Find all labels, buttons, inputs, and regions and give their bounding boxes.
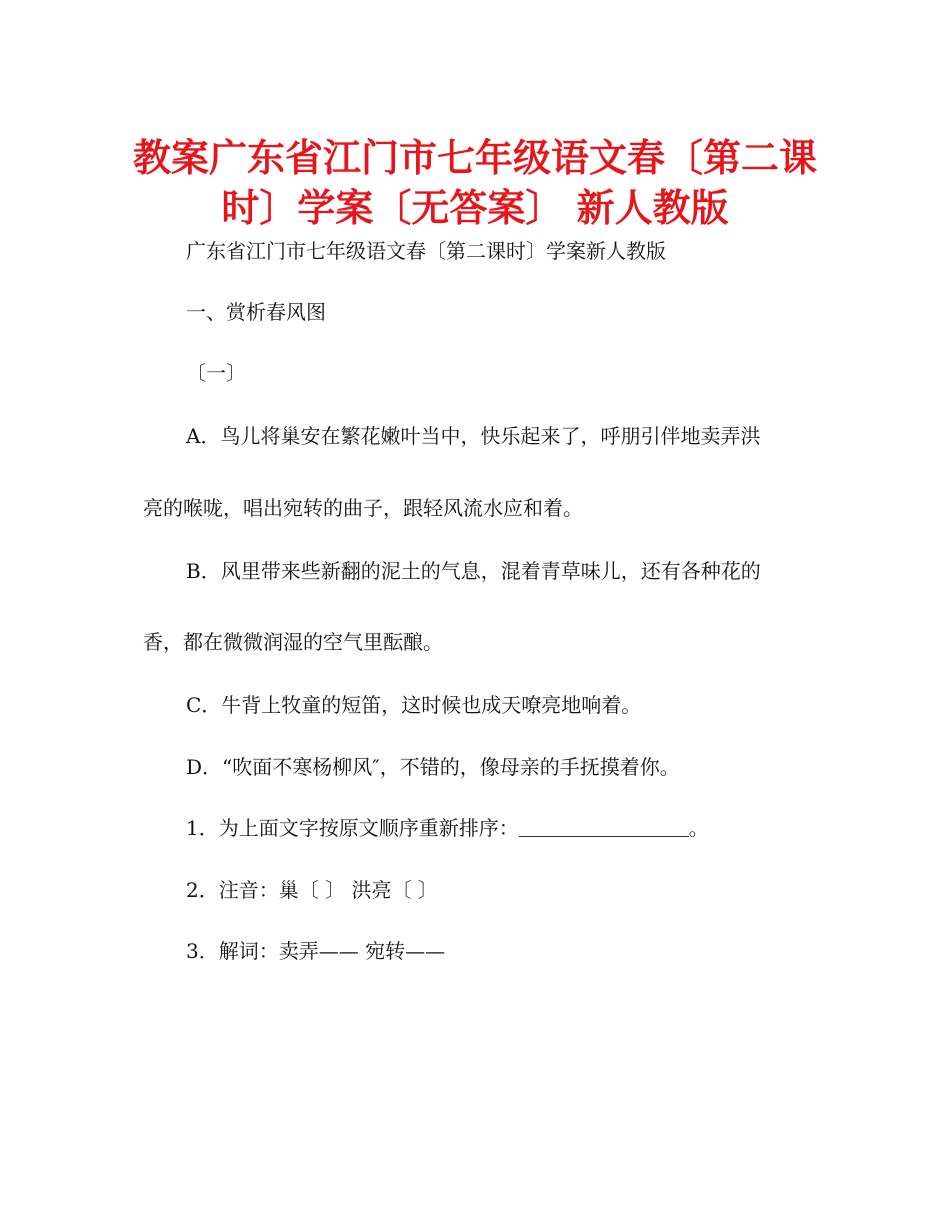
item-c: C．牛背上牧童的短笛，这时候也成天嘹亮地响着。	[186, 693, 642, 717]
answer-blank	[519, 816, 689, 837]
question-1-end: 。	[688, 816, 709, 840]
item-b-line-2: 香，都在微微润湿的空气里酝酿。	[143, 630, 443, 654]
question-2: 2．注音：巢〔 〕 洪亮〔 〕	[186, 878, 438, 902]
section-heading: 一、赏析春风图	[186, 300, 326, 324]
document-title-line-2: 时〕学案〔无答案〕 新人教版	[221, 186, 729, 230]
item-a-line-2: 亮的喉咙，唱出宛转的曲子，跟轻风流水应和着。	[143, 496, 583, 520]
question-1	[186, 813, 709, 843]
item-a-line-1: A．鸟儿将巢安在繁花嫩叶当中，快乐起来了，呼朋引伴地卖弄洪	[186, 424, 761, 448]
item-b-line-1: B．风里带来些新翻的泥土的气息，混着青草味儿，还有各种花的	[186, 559, 761, 583]
document-subtitle: 广东省江门市七年级语文春〔第二课时〕学案新人教版	[186, 239, 666, 263]
question-1-text: 1．为上面文字按原文顺序重新排序：	[186, 816, 519, 840]
part-label: 〔一〕	[186, 361, 246, 385]
item-d: D．“吹面不寒杨柳风″，不错的，像母亲的手抚摸着你。	[186, 755, 680, 779]
question-3: 3．解词：卖弄—— 宛转——	[186, 939, 446, 963]
document-title-line-1: 教案广东省江门市七年级语文春〔第二课	[132, 136, 817, 180]
